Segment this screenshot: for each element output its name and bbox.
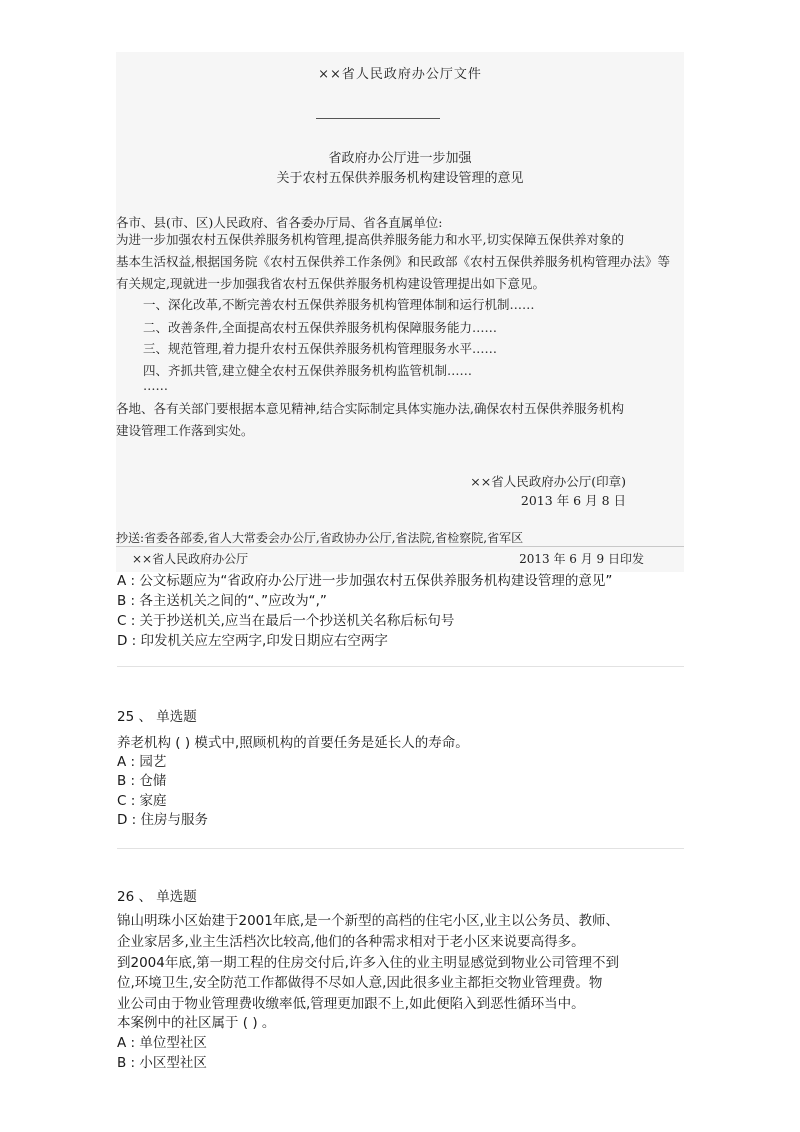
paragraph-line: 各地、各有关部门要根据本意见精神,结合实际制定具体实施办法,确保农村五保供养服务机构 [116,401,624,416]
scanned-document-image [116,52,684,572]
cc-rule [116,546,684,547]
q24-option-c: C : 关于抄送机关,应当在最后一个抄送机关名称后标句号 [117,613,455,629]
document-item-2: 二、改善条件,全面提高农村五保供养服务机构保障服务能力…… [143,320,497,335]
q26-option-a: A : 单位型社区 [117,1035,207,1051]
q26-stem-line: 业公司由于物业管理费收缴率低,管理更加跟不上,如此便陷入到恶性循环当中。 [117,996,585,1012]
document-addressee: 各市、县(市、区)人民政府、省各委办厅局、省各直属单位: [116,215,443,230]
issue-date: 2013 年 6 月 9 日印发 [519,552,644,566]
issuing-office: ××省人民政府办公厅 [132,552,249,566]
q26-heading: 26 、 单选题 [117,889,197,905]
q26-stem-line: 企业家居多,业主生活档次比较高,他们的各种需求相对于老小区来说要高得多。 [117,934,585,950]
q25-option-d: D : 住房与服务 [117,812,209,828]
q26-stem-line: 位,环境卫生,安全防范工作都做得不尽如人意,因此很多业主都拒交物业管理费。物 [117,975,603,991]
q24-option-b: B : 各主送机关之间的“、”应改为“,” [117,593,327,609]
document-header: ××省人民政府办公厅文件 [318,67,482,82]
signature-organization: ××省人民政府办公厅(印章) [470,474,626,489]
q26-option-b: B : 小区型社区 [117,1055,207,1071]
q25-option-b: B : 仓储 [117,773,167,789]
q26-stem-line: 锦山明珠小区始建于2001年底,是一个新型的高档的住宅小区,业主以公务员、教师、 [117,913,619,929]
header-rule [316,118,440,119]
document-ellipsis: …… [143,378,168,393]
paragraph-line: 为进一步加强农村五保供养服务机构管理,提高供养服务能力和水平,切实保障五保供养对象的 [116,232,624,247]
q25-option-c: C : 家庭 [117,793,167,809]
paragraph-line: 建设管理工作落到实处。 [116,423,254,438]
document-item-4: 四、齐抓共管,建立健全农村五保供养服务机构监管机制…… [143,363,472,378]
q24-option-d: D : 印发机关应左空两字,印发日期应右空两字 [117,633,388,649]
document-title-line-1: 省政府办公厅进一步加强 [328,151,472,166]
document-paragraph-1 [116,229,684,295]
q25-stem: 养老机构 ( ) 模式中,照顾机构的首要任务是延长人的寿命。 [117,735,469,751]
document-title-line-2: 关于农村五保供养服务机构建设管理的意见 [276,171,524,186]
document-item-3: 三、规范管理,着力提升农村五保供养服务机构管理服务水平…… [143,341,497,356]
document-item-1: 一、深化改革,不断完善农村五保供养服务机构管理体制和运行机制…… [143,297,535,312]
signature-date: 2013 年 6 月 8 日 [520,493,626,508]
question-divider [117,848,684,849]
paragraph-line: 有关规定,现就进一步加强我省农村五保供养服务机构建设管理提出如下意见。 [116,276,545,291]
paragraph-line: 基本生活权益,根据国务院《农村五保供养工作条例》和民政部《农村五保供养服务机构管理办法》等 [116,254,670,269]
q25-heading: 25 、 单选题 [117,709,197,725]
q26-stem-line: 本案例中的社区属于 ( ) 。 [117,1015,276,1031]
cc-line: 抄送:省委各部委,省人大常委会办公厅,省政协办公厅,省法院,省检察院,省军区 [116,531,524,545]
question-divider [117,666,684,667]
q25-option-a: A : 园艺 [117,754,167,770]
document-paragraph-2 [116,398,684,442]
q24-option-a: A : 公文标题应为“省政府办公厅进一步加强农村五保供养服务机构建设管理的意见” [117,573,613,589]
q26-stem-line: 到2004年底,第一期工程的住房交付后,许多入住的业主明显感觉到物业公司管理不到 [117,955,619,971]
